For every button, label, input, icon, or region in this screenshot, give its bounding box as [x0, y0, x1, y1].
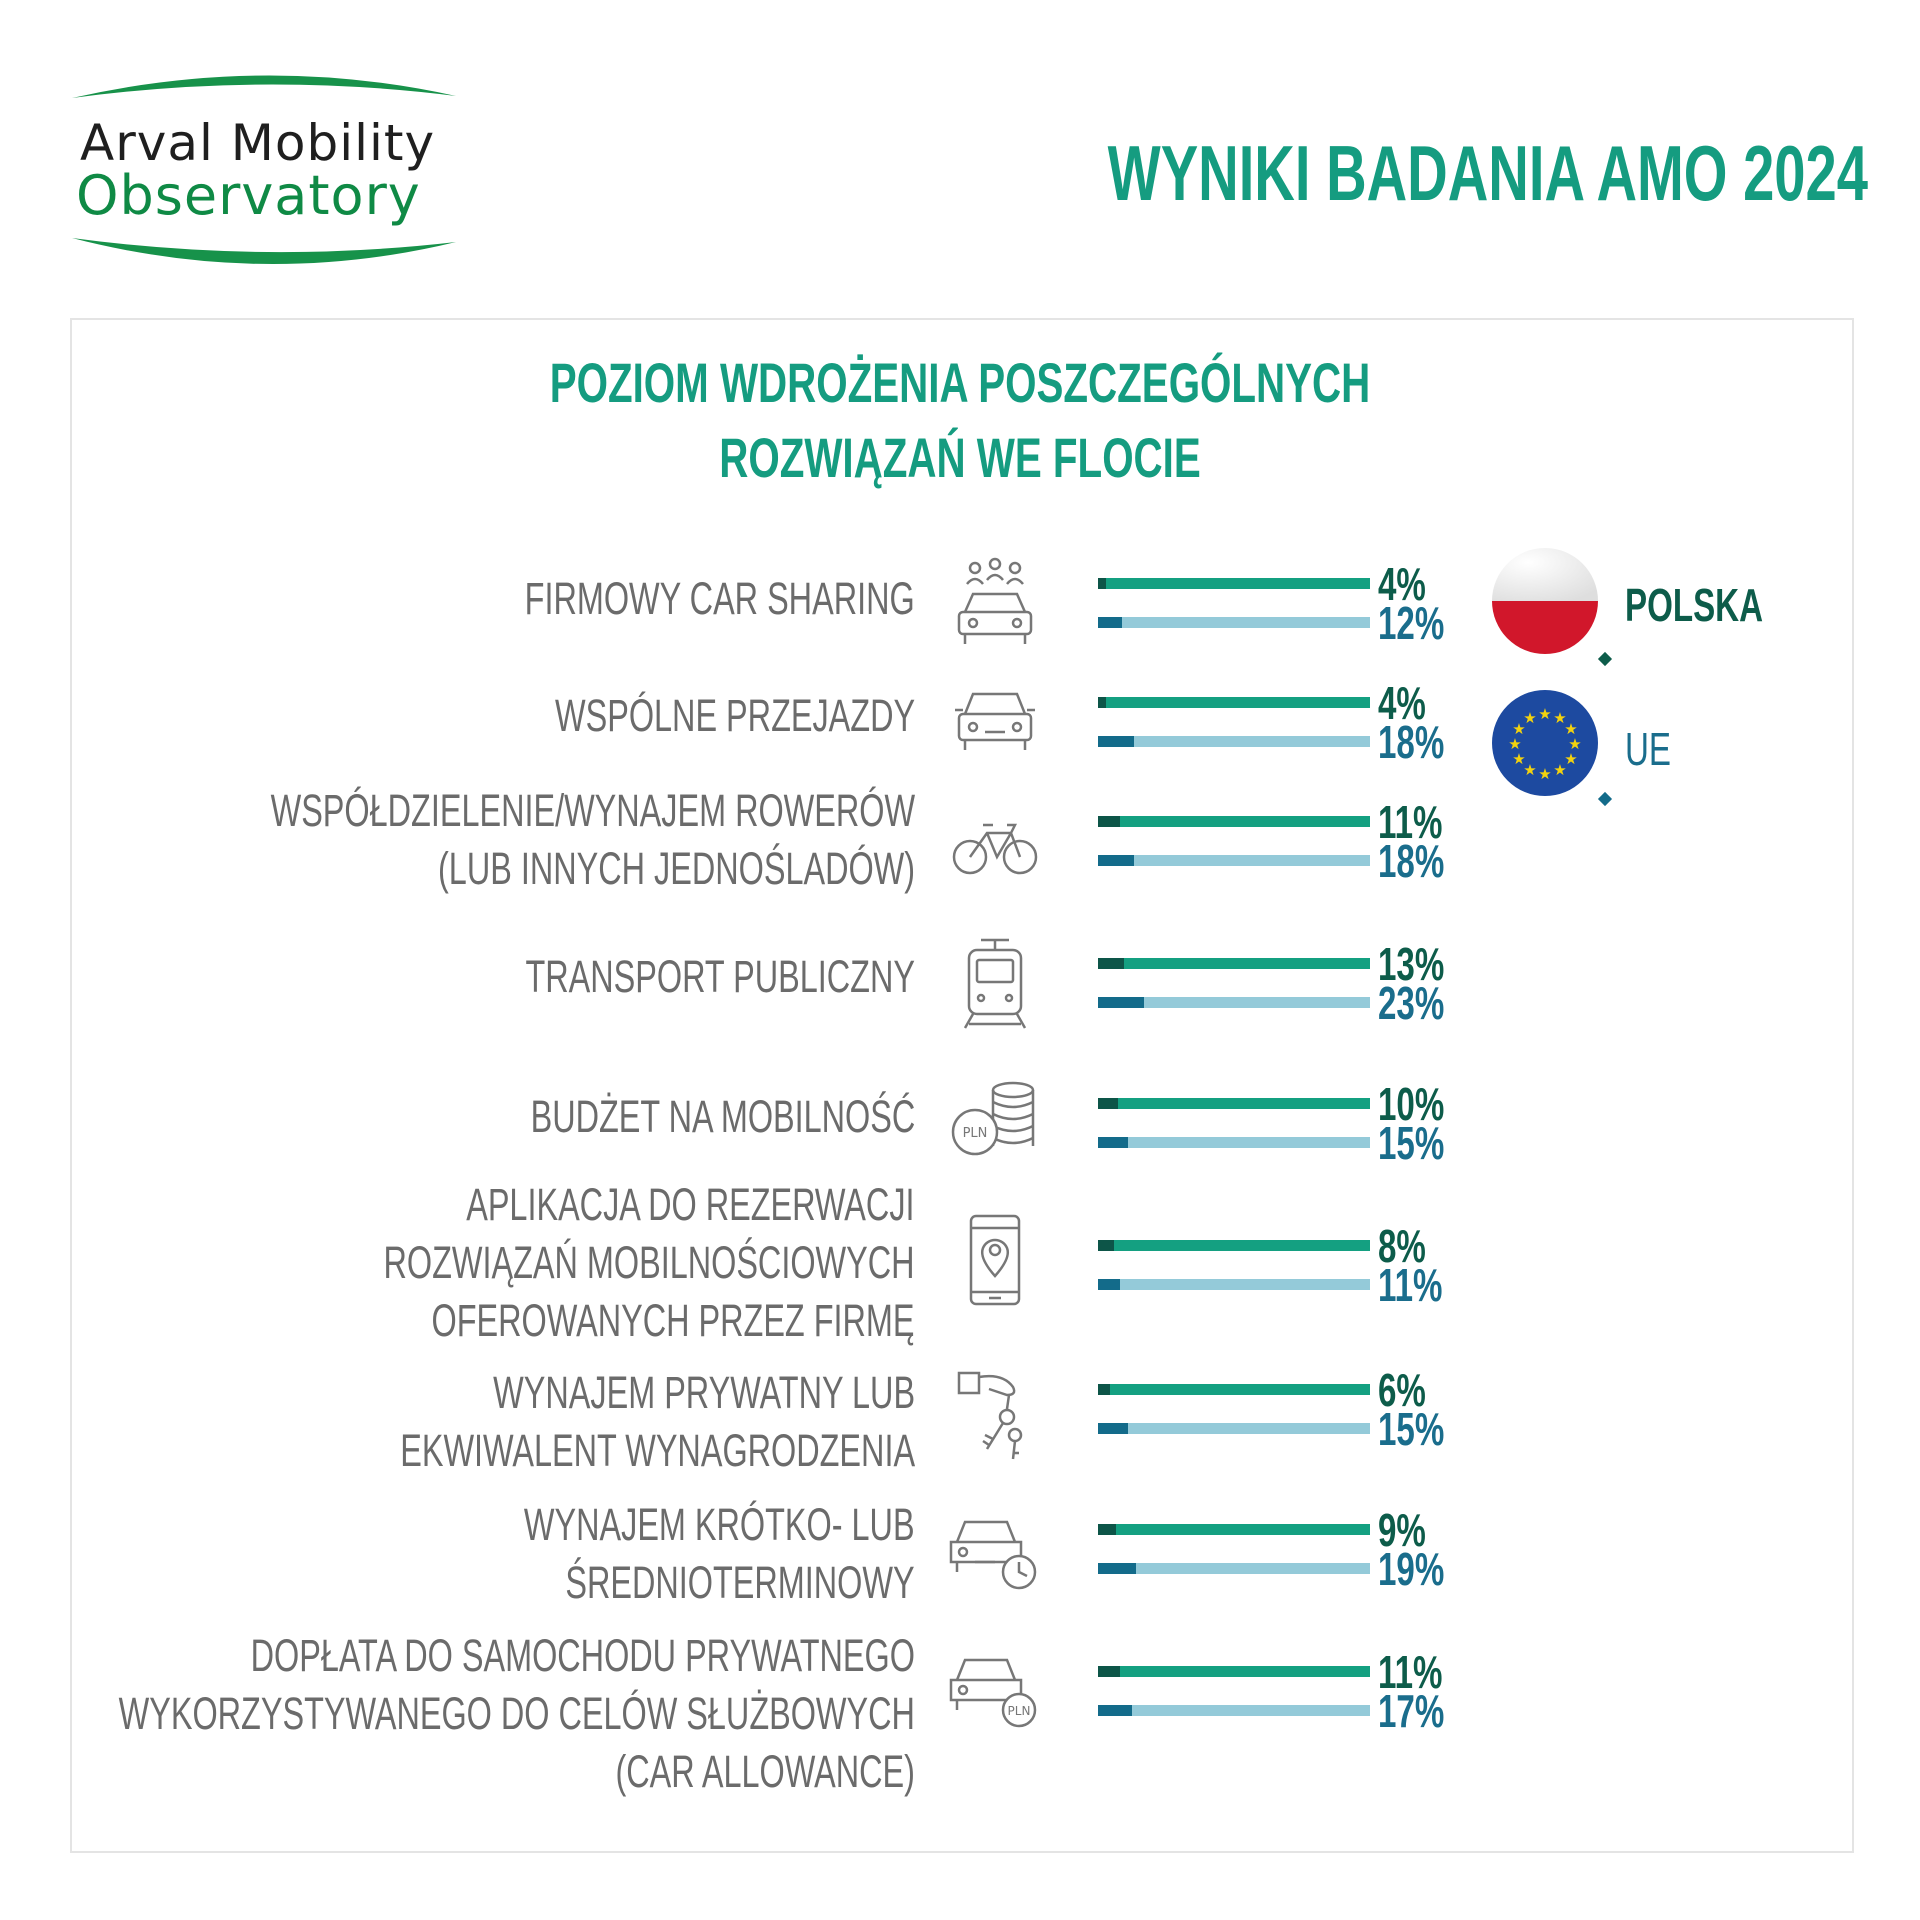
legend-label-ue: UE: [1625, 723, 1672, 775]
svg-text:★: ★: [1508, 735, 1522, 753]
bar-track-eu-8: [1098, 1705, 1370, 1716]
row-label-private-lease: WYNAJEM PRYWATNY LUB EKWIWALENT WYNAGRODZENIA: [400, 1367, 915, 1476]
svg-text:★: ★: [1512, 750, 1526, 768]
bar-pl-2: [1098, 816, 1120, 827]
bar-pl-5: [1098, 1240, 1114, 1251]
bar-eu-0: [1098, 617, 1122, 628]
bar-track-pl-1: [1098, 697, 1370, 708]
row-label-bike-sharing: WSPÓŁDZIELENIE/WYNAJEM ROWERÓW (LUB INNYCH JEDNOŚLADÓW): [270, 785, 915, 894]
value-label-eu-8: 17%: [1378, 1686, 1445, 1738]
value-label-eu-6: 15%: [1378, 1404, 1445, 1456]
value-label-eu-3: 23%: [1378, 978, 1445, 1030]
value-label-pl-8: 11%: [1378, 1647, 1443, 1699]
bar-pl-1: [1098, 697, 1106, 708]
legend-label-polska: POLSKA: [1625, 579, 1764, 631]
svg-text:★: ★: [1538, 765, 1552, 783]
bar-pl-7: [1098, 1524, 1116, 1535]
value-label-pl-2: 11%: [1378, 797, 1443, 849]
svg-text:★: ★: [1564, 720, 1578, 738]
value-label-eu-5: 11%: [1378, 1260, 1443, 1312]
svg-text:★: ★: [1512, 720, 1526, 738]
svg-text:★: ★: [1523, 761, 1537, 779]
bar-track-pl-4: [1098, 1098, 1370, 1109]
bar-track-eu-7: [1098, 1563, 1370, 1574]
chart-title-line2: ROZWIĄZAŃ WE FLOCIE: [719, 426, 1201, 489]
bar-pl-8: [1098, 1666, 1120, 1677]
svg-text:★: ★: [1553, 709, 1567, 727]
logo-text-line1: Arval Mobility: [80, 114, 436, 172]
bar-eu-1: [1098, 736, 1134, 747]
bar-eu-6: [1098, 1423, 1128, 1434]
bar-track-eu-5: [1098, 1279, 1370, 1290]
row-label-mobility-budget: BUDŻET NA MOBILNOŚĆ: [530, 1091, 915, 1142]
chart-title-line1: POZIOM WDROŻENIA POSZCZEGÓLNYCH: [549, 351, 1371, 414]
value-label-pl-5: 8%: [1378, 1221, 1426, 1273]
svg-text:★: ★: [1568, 735, 1582, 753]
bar-track-eu-0: [1098, 617, 1370, 628]
value-label-pl-1: 4%: [1378, 678, 1426, 730]
bar-eu-3: [1098, 997, 1144, 1008]
value-label-eu-7: 19%: [1378, 1544, 1445, 1596]
svg-text:★: ★: [1538, 705, 1552, 723]
bar-pl-4: [1098, 1098, 1118, 1109]
row-label-car-sharing: FIRMOWY CAR SHARING: [524, 573, 915, 624]
legend-marker-pl: [1596, 650, 1614, 668]
bar-track-eu-4: [1098, 1137, 1370, 1148]
bar-track-pl-5: [1098, 1240, 1370, 1251]
svg-text:PLN: PLN: [962, 1126, 988, 1141]
svg-text:★: ★: [1523, 709, 1537, 727]
value-label-pl-7: 9%: [1378, 1505, 1426, 1557]
bar-pl-3: [1098, 958, 1124, 969]
logo-text-line2: Observatory: [76, 164, 421, 227]
row-label-carpool: WSPÓLNE PRZEJAZDY: [554, 690, 915, 741]
poland-flag-icon: [1490, 546, 1600, 656]
bar-track-eu-1: [1098, 736, 1370, 747]
bar-track-pl-2: [1098, 816, 1370, 827]
value-label-pl-6: 6%: [1378, 1365, 1426, 1417]
value-label-eu-2: 18%: [1378, 836, 1445, 888]
value-label-pl-3: 13%: [1378, 939, 1445, 991]
svg-text:★: ★: [1553, 761, 1567, 779]
value-label-eu-0: 12%: [1378, 598, 1445, 650]
bar-pl-0: [1098, 578, 1106, 589]
bar-eu-5: [1098, 1279, 1120, 1290]
page-title: WYNIKI BADANIA AMO 2024: [1107, 129, 1868, 217]
bar-track-pl-7: [1098, 1524, 1370, 1535]
svg-text:★: ★: [1564, 750, 1578, 768]
bar-eu-8: [1098, 1705, 1132, 1716]
bar-track-eu-6: [1098, 1423, 1370, 1434]
svg-text:PLN: PLN: [1007, 1704, 1031, 1718]
eu-flag-icon: [1490, 688, 1600, 798]
row-label-short-term-rental: WYNAJEM KRÓTKO- LUB ŚREDNIOTERMINOWY: [524, 1499, 915, 1608]
bar-track-pl-8: [1098, 1666, 1370, 1677]
bar-eu-4: [1098, 1137, 1128, 1148]
value-label-pl-0: 4%: [1378, 559, 1426, 611]
bar-track-pl-3: [1098, 958, 1370, 969]
row-label-car-allowance: DOPŁATA DO SAMOCHODU PRYWATNEGO WYKORZYSTYWANEGO DO CELÓW SŁUŻBOWYCH (CAR ALLOWANCE): [118, 1630, 915, 1797]
row-label-booking-app: APLIKACJA DO REZERWACJI ROZWIĄZAŃ MOBILNOŚCIOWYCH OFEROWANYCH PRZEZ FIRMĘ: [383, 1179, 915, 1346]
bar-track-pl-6: [1098, 1384, 1370, 1395]
bar-eu-2: [1098, 855, 1134, 866]
bar-track-eu-2: [1098, 855, 1370, 866]
value-label-eu-1: 18%: [1378, 717, 1445, 769]
value-label-eu-4: 15%: [1378, 1118, 1445, 1170]
bar-track-pl-0: [1098, 578, 1370, 589]
bar-eu-7: [1098, 1563, 1136, 1574]
row-label-public-transport: TRANSPORT PUBLICZNY: [525, 951, 915, 1002]
value-label-pl-4: 10%: [1378, 1079, 1445, 1131]
legend-marker-eu: [1596, 790, 1614, 808]
bar-pl-6: [1098, 1384, 1110, 1395]
